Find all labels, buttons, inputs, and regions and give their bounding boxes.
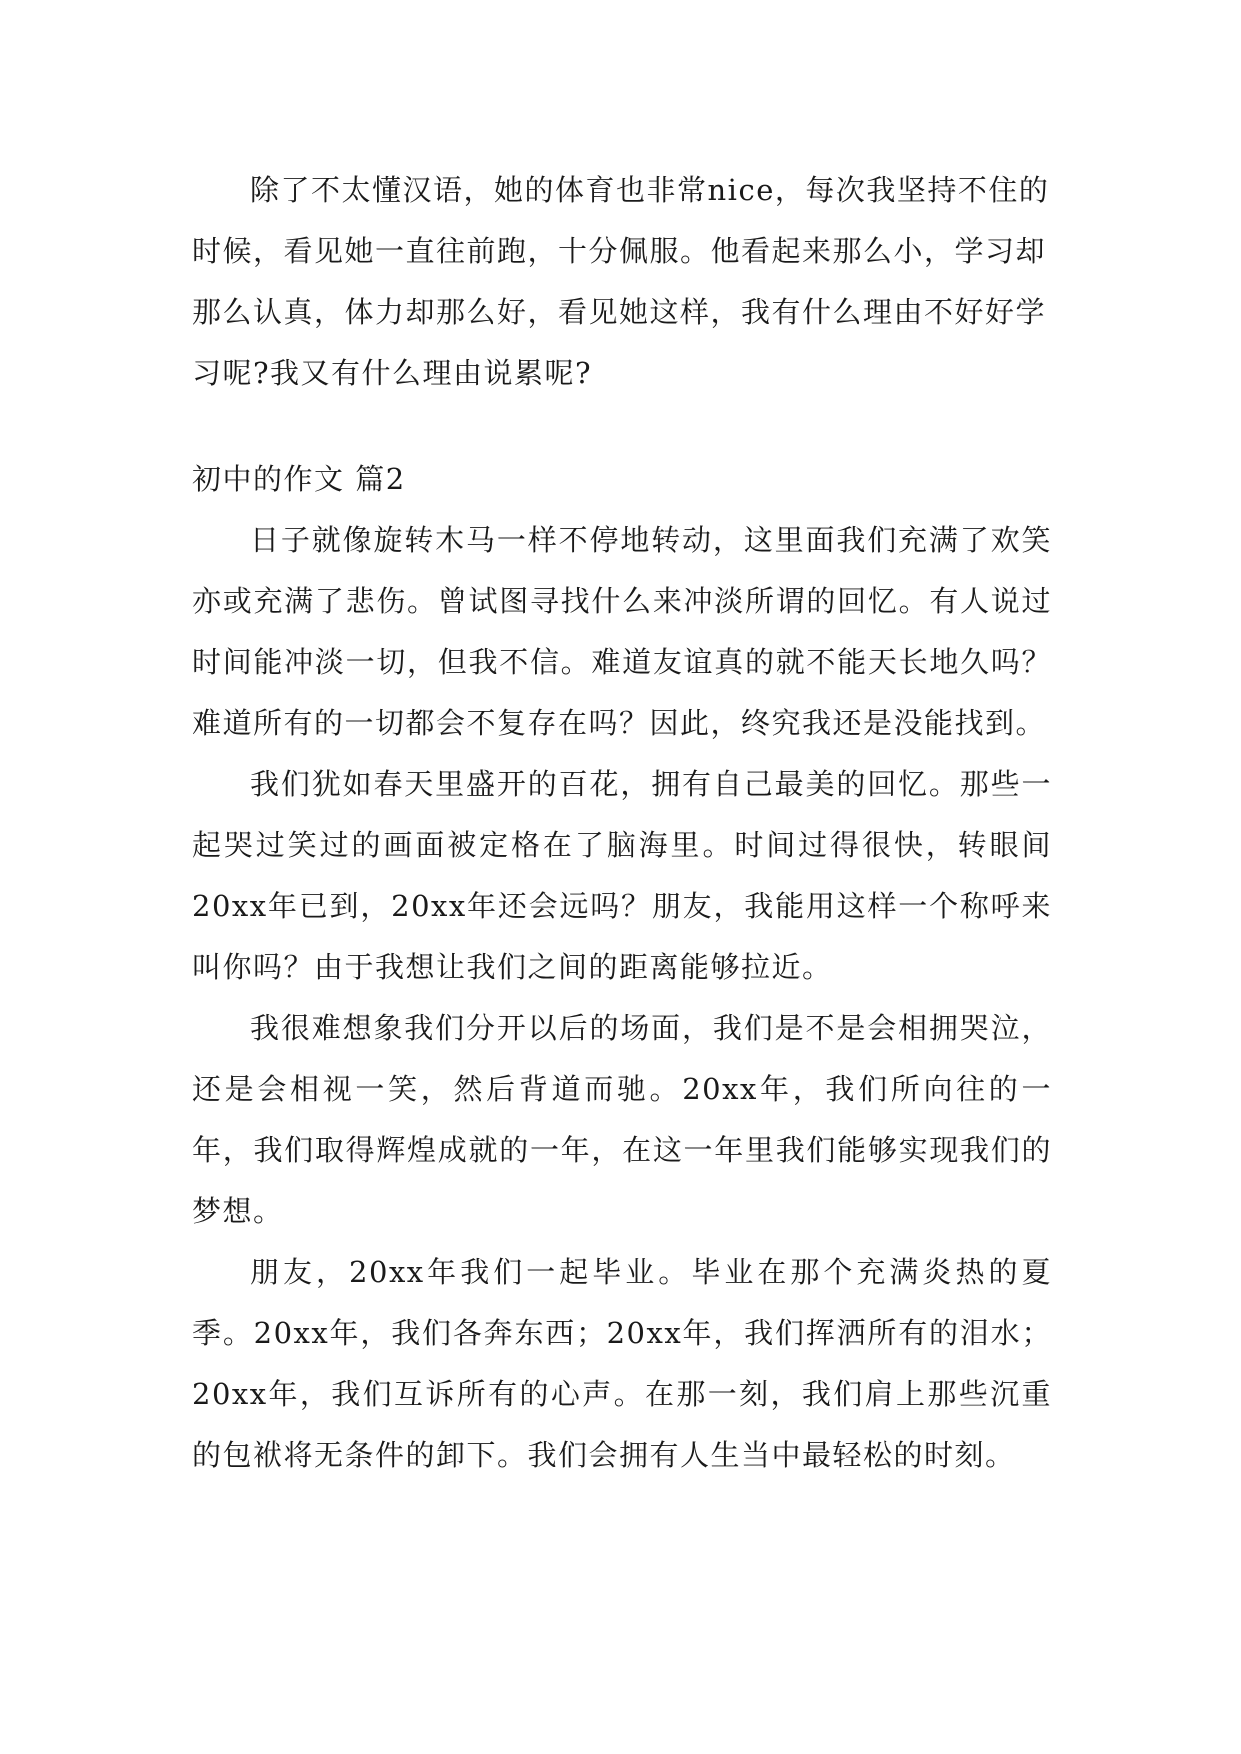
- section-title: 初中的作文 篇2: [192, 462, 406, 496]
- paragraph: 我们犹如春天里盛开的百花，拥有自己最美的回忆。那些一起哭过笑过的画面被定格在了脑海里。时间过得很快，转眼间20xx年已到，20xx年还会远吗？朋友，我能用这样一个称呼来叫你吗？由于我想让我们之间的距离能够拉近。: [192, 767, 1052, 984]
- paragraph: 日子就像旋转木马一样不停地转动，这里面我们充满了欢笑亦或充满了悲伤。曾试图寻找什么来冲淡所谓的回忆。有人说过时间能冲淡一切，但我不信。难道友谊真的就不能天长地久吗？难道所有的一切都会不复存在吗？因此，终究我还是没能找到。: [192, 523, 1052, 740]
- paragraph: 朋友，20xx年我们一起毕业。毕业在那个充满炎热的夏季。20xx年，我们各奔东西；20xx年，我们挥洒所有的泪水；20xx年，我们互诉所有的心声。在那一刻，我们肩上那些沉重的包袱将无条件的卸下。我们会拥有人生当中最轻松的时刻。: [192, 1255, 1052, 1472]
- document-body: [192, 160, 1052, 1486]
- paragraph: 我很难想象我们分开以后的场面，我们是不是会相拥哭泣，还是会相视一笑，然后背道而驰。20xx年，我们所向往的一年，我们取得辉煌成就的一年，在这一年里我们能够实现我们的梦想。: [192, 1011, 1052, 1228]
- paragraph: 除了不太懂汉语，她的体育也非常nice，每次我坚持不住的时候，看见她一直往前跑，十分佩服。他看起来那么小，学习却那么认真，体力却那么好，看见她这样，我有什么理由不好好学习呢?我又有什么理由说累呢?: [192, 173, 1050, 390]
